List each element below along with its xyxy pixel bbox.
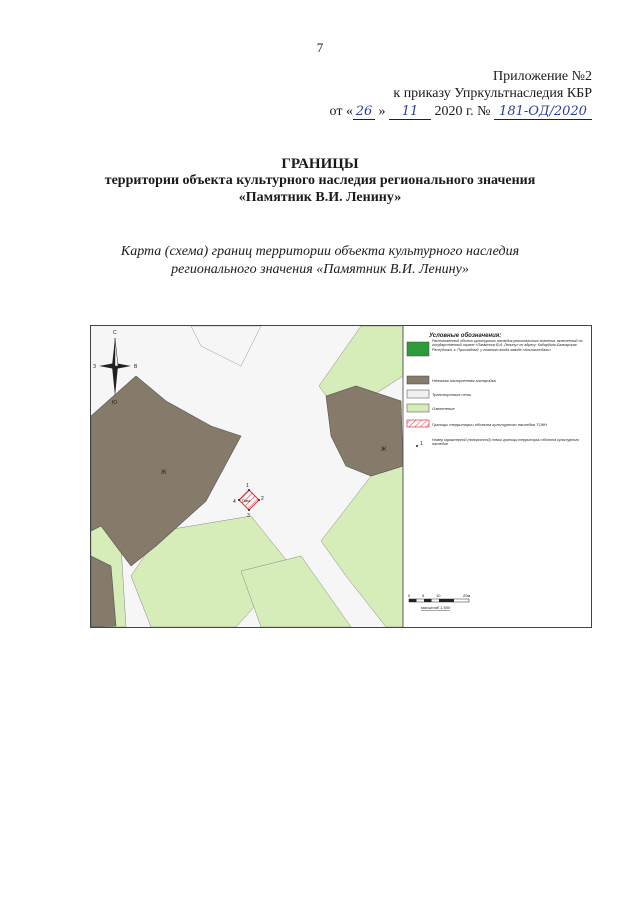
- scale-tick-5: 5: [422, 593, 425, 598]
- legend-swatch-green: [407, 404, 429, 412]
- quote-close: »: [378, 104, 386, 119]
- order-year: 2020 г. №: [434, 104, 491, 119]
- date-prefix: от «: [329, 104, 353, 119]
- compass-north: С: [113, 330, 117, 336]
- document-title-line3: «Памятник В.И. Ленину»: [238, 190, 402, 205]
- legend-heading: Условные обозначения:: [429, 333, 502, 339]
- boundary-map: [90, 325, 592, 628]
- legend-point-icon: [416, 445, 418, 447]
- legend-text-boundary: Границы территории объекта культурного наследия ТОКН: [432, 422, 547, 427]
- page-number: 7: [316, 40, 324, 55]
- legend-swatch-road: [407, 390, 429, 398]
- legend-text-heritage: Расположенный объект культурного наследия регионального значения, включенный на государственной охране «Памятник В.И. Ленину» по адресу: Кабардино-Балкарская Республика, г. Прохладный, у главного входа завода «Альтконсбаль»: [432, 339, 583, 352]
- building-label-right: Ж: [381, 447, 387, 453]
- compass-west: З: [93, 364, 97, 370]
- map-caption-line1: Карта (схема) границ территории объекта культурного наследия: [120, 244, 520, 259]
- point-label-4: 4: [233, 499, 236, 505]
- point-label-2: 2: [261, 496, 264, 502]
- map-caption-line2: регионального значения «Памятник В.И. Ленину»: [171, 262, 469, 277]
- document-title: ГРАНИЦЫ: [281, 156, 359, 172]
- legend-swatch-heritage: [407, 342, 429, 356]
- order-reference: к приказу Упркультнаследия КБР: [393, 86, 592, 101]
- order-date-line: [330, 104, 592, 120]
- legend-text-green: Озеленение: [432, 406, 455, 411]
- scale-caption: масштаб 1:500: [421, 605, 451, 610]
- legend-text-building: Нежилая застроенная застройка: [432, 378, 496, 383]
- building-label: Ж: [161, 470, 167, 476]
- scale-tick-10: 10: [436, 593, 441, 598]
- legend-text-road: Транспортные сети: [432, 392, 472, 397]
- legend-swatch-building: [407, 376, 429, 384]
- order-number: 181-ОД/2020: [494, 105, 592, 120]
- scale-tick-0: 0: [408, 593, 411, 598]
- legend-text-point: Номер характерной (поворотной) точки границы территории объекта культурного наследия: [432, 438, 579, 447]
- order-day: 26: [353, 105, 375, 120]
- compass-east: В: [134, 364, 138, 370]
- document-title-line2: территории объекта культурного наследия регионального значения: [104, 173, 536, 188]
- point-label-1: 1: [246, 483, 249, 489]
- boundary-point: [238, 499, 240, 501]
- scale-bar: [408, 593, 470, 610]
- boundary-point: [258, 499, 260, 501]
- legend-point-label: 1: [420, 441, 423, 447]
- appendix-title: Приложение №2: [493, 69, 592, 84]
- monument-label: Пам: [242, 498, 250, 503]
- point-label-3: 3: [247, 513, 250, 519]
- order-month: 11: [389, 105, 431, 120]
- legend-swatch-boundary: [407, 420, 429, 427]
- boundary-point: [248, 489, 250, 491]
- boundary-point: [248, 509, 250, 511]
- compass-south: Ю: [112, 400, 118, 406]
- scale-tick-20: 20м: [463, 593, 471, 598]
